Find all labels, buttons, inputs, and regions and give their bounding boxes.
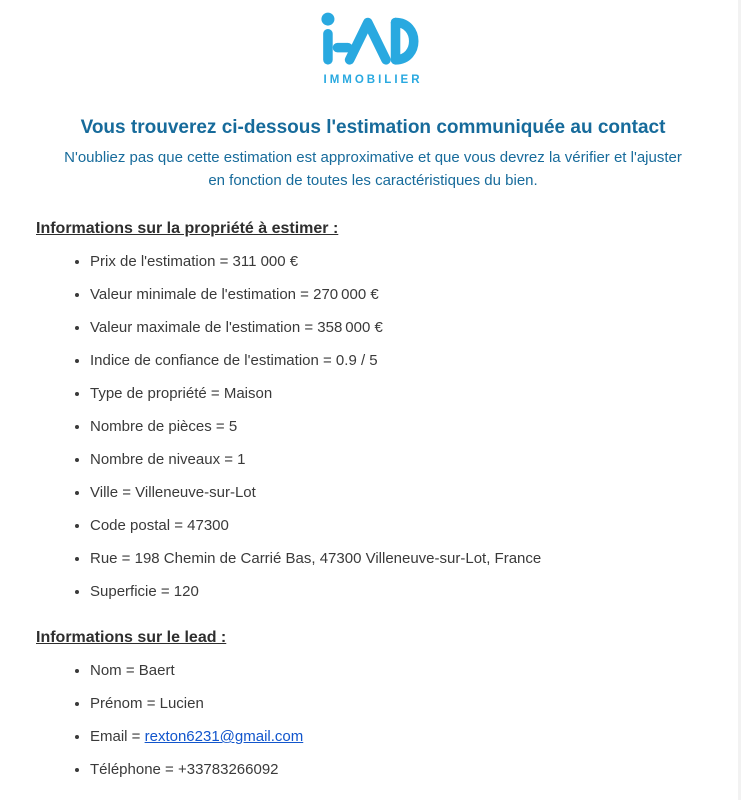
list-item-prix-estimation: • Prix de l'estimation = 311 000 € xyxy=(90,252,710,271)
lead-section-heading: Informations sur le lead : xyxy=(36,629,227,646)
list-item-nom: • Nom = Baert xyxy=(90,661,710,680)
list-item-type-propriete: • Type de propriété = Maison xyxy=(90,384,710,403)
email-label: Email = xyxy=(90,728,145,745)
email-link[interactable]: rexton6231@gmail.com xyxy=(144,728,304,745)
page-right-edge xyxy=(738,0,741,800)
list-item-valeur-minimale: • Valeur minimale de l'estimation = 270 000 € xyxy=(90,285,710,304)
list-item-ville: • Ville = Villeneuve-sur-Lot xyxy=(90,483,710,502)
property-section-heading: Informations sur la propriété à estimer : xyxy=(36,220,339,237)
page-subtitle-line2: en fonction de toutes les caractéristiques du bien. xyxy=(208,172,538,189)
list-item-nombre-pieces: • Nombre de pièces = 5 xyxy=(90,417,710,436)
iad-logo-icon xyxy=(321,12,425,66)
property-info-list xyxy=(36,252,710,601)
list-item-valeur-maximale: • Valeur maximale de l'estimation = 358 000 € xyxy=(90,318,710,337)
list-item-prenom: • Prénom = Lucien xyxy=(90,694,710,713)
property-section xyxy=(36,219,710,601)
list-item-code-postal: • Code postal = 47300 xyxy=(90,516,710,535)
lead-section xyxy=(36,628,710,779)
list-item-superficie: • Superficie = 120 xyxy=(90,582,710,601)
iad-logo xyxy=(36,10,710,86)
list-item-nombre-niveaux: • Nombre de niveaux = 1 xyxy=(90,450,710,469)
lead-info-list xyxy=(36,661,710,779)
page-subtitle xyxy=(36,146,710,192)
list-item-rue: • Rue = 198 Chemin de Carrié Bas, 47300 Villeneuve-sur-Lot, France xyxy=(90,549,710,568)
iad-logo-wordmark: IMMOBILIER xyxy=(323,74,423,86)
list-item-telephone: • Téléphone = +33783266092 xyxy=(90,760,710,779)
page-subtitle-line1: N'oubliez pas que cette estimation est approximative et que vous devrez la vérifier et l'ajuster xyxy=(64,149,682,166)
list-item-email xyxy=(90,727,710,746)
page-title: Vous trouverez ci-dessous l'estimation communiquée au contact xyxy=(80,117,666,138)
list-item-indice-confiance: • Indice de confiance de l'estimation = 0.9 / 5 xyxy=(90,351,710,370)
